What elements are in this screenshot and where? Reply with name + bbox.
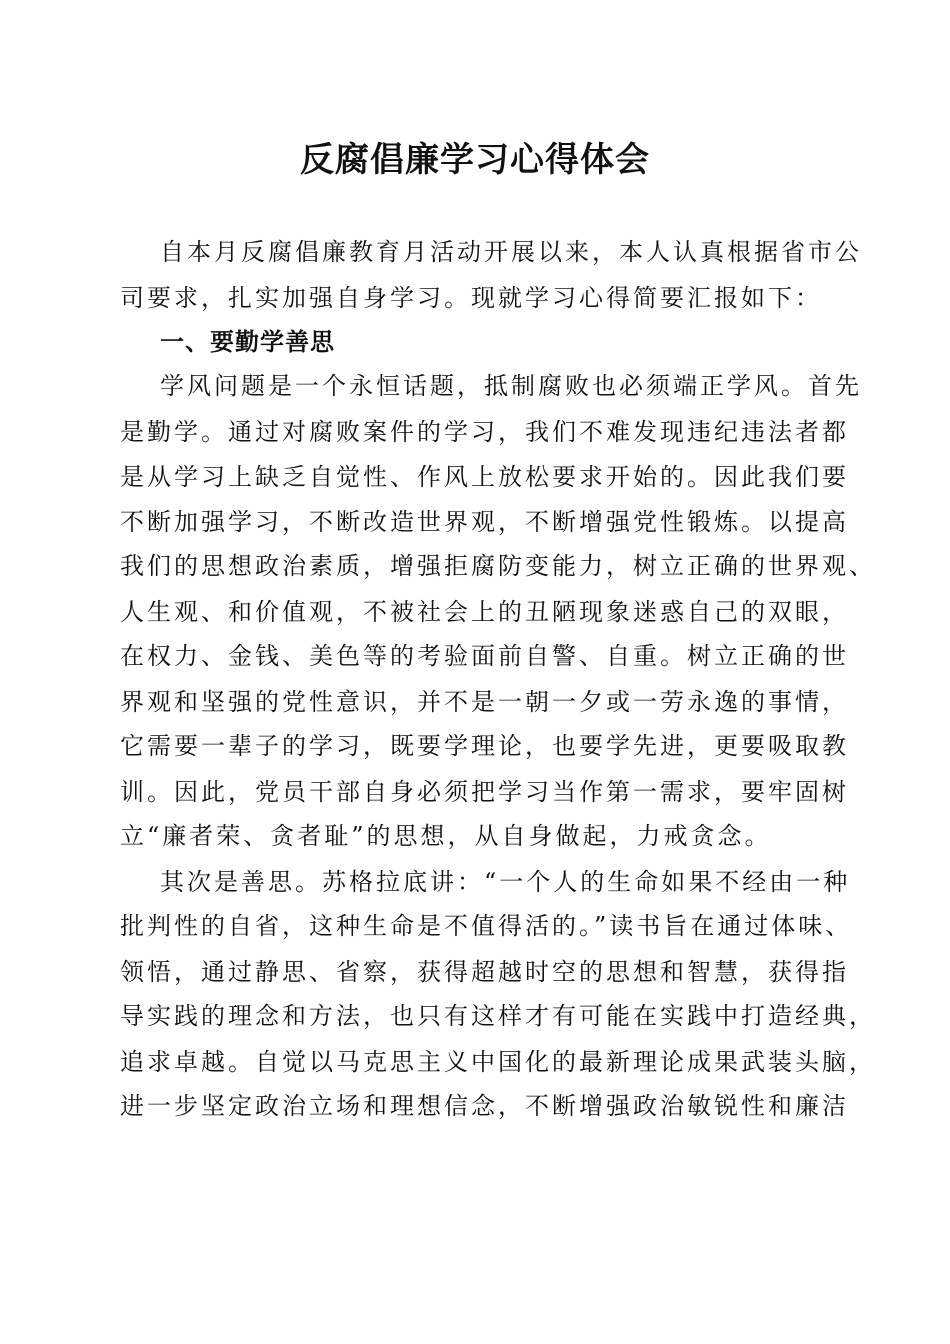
paragraph-line: 它需要一辈子的学习，既要学理论，也要学先进，更要吸取教 — [120, 732, 849, 760]
section-heading: 一、要勤学善思 — [160, 328, 335, 356]
paragraph-line: 人生观、和价值观，不被社会上的丑陋现象迷惑自己的双眼， — [120, 598, 849, 626]
paragraph-line: 领悟，通过静思、省察，获得超越时空的思想和智慧，获得指 — [120, 958, 849, 986]
paragraph-line: 不断加强学习，不断改造世界观，不断增强党性锻炼。以提高 — [120, 508, 849, 536]
paragraph-line: 我们的思想政治素质，增强拒腐防变能力，树立正确的世界观、 — [120, 552, 876, 580]
paragraph-line: 批判性的自省，这种生命是不值得活的。”读书旨在通过体味、 — [120, 912, 853, 940]
paragraph-line: 立“廉者荣、贪者耻”的思想，从自身做起，力戒贪念。 — [120, 822, 772, 850]
paragraph-line: 是勤学。通过对腐败案件的学习，我们不难发现违纪违法者都 — [120, 418, 849, 446]
paragraph-line: 界观和坚强的党性意识，并不是一朝一夕或一劳永逸的事情， — [120, 688, 849, 716]
paragraph-line: 追求卓越。自觉以马克思主义中国化的最新理论成果武装头脑， — [120, 1048, 876, 1076]
paragraph-line: 是从学习上缺乏自觉性、作风上放松要求开始的。因此我们要 — [120, 463, 849, 491]
paragraph-line: 导实践的理念和方法，也只有这样才有可能在实践中打造经典， — [120, 1002, 876, 1030]
paragraph-line: 自本月反腐倡廉教育月活动开展以来，本人认真根据省市公 — [160, 238, 862, 266]
document-title: 反腐倡廉学习心得体会 — [300, 140, 650, 180]
paragraph-line: 司要求，扎实加强自身学习。现就学习心得简要汇报如下： — [120, 284, 822, 312]
paragraph-line: 训。因此，党员干部自身必须把学习当作第一需求，要牢固树 — [120, 778, 849, 806]
paragraph-line: 进一步坚定政治立场和理想信念，不断增强政治敏锐性和廉洁 — [120, 1092, 849, 1120]
paragraph-line: 其次是善思。苏格拉底讲：“一个人的生命如果不经由一种 — [160, 868, 851, 896]
paragraph-line: 学风问题是一个永恒话题，抵制腐败也必须端正学风。首先 — [160, 372, 862, 400]
paragraph-line: 在权力、金钱、美色等的考验面前自警、自重。树立正确的世 — [120, 642, 849, 670]
